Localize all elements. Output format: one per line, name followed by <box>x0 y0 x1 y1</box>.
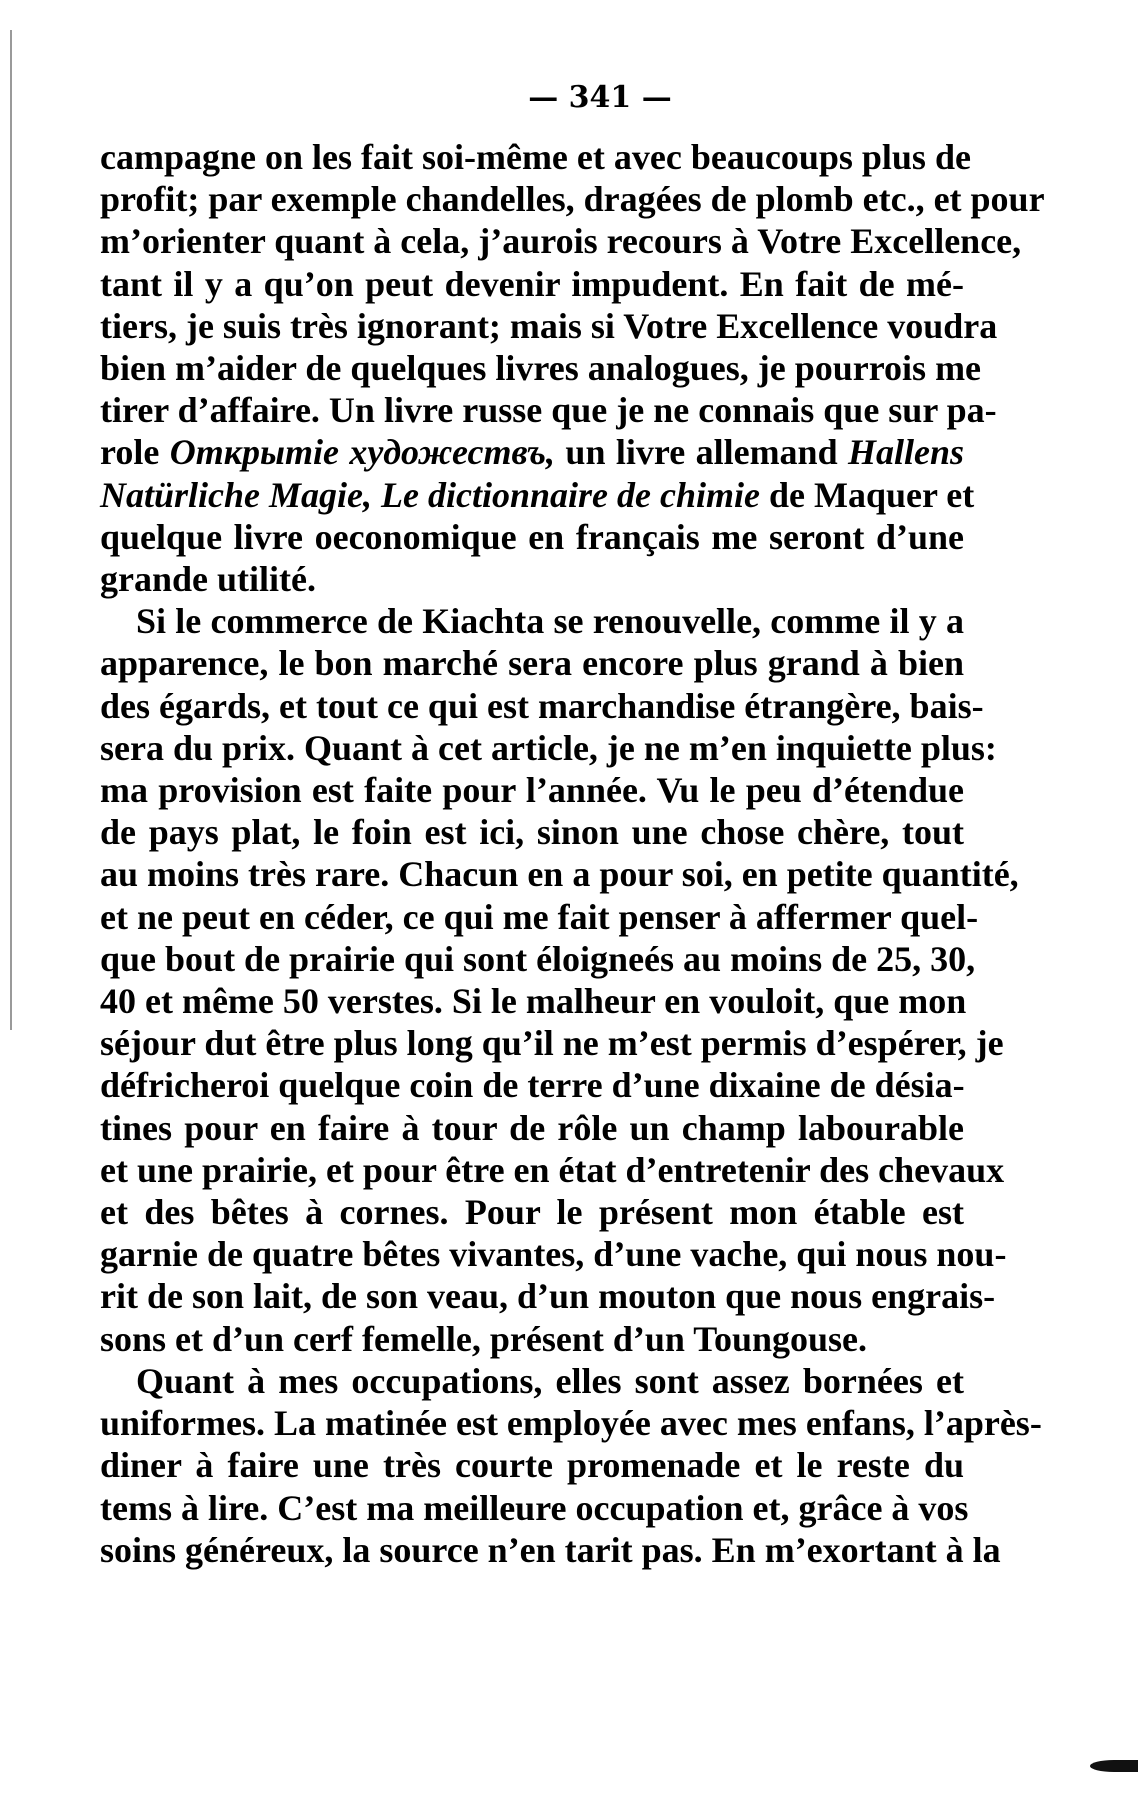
text-run: que bout de prairie qui sont éloigneés au moins de 25, 30, <box>100 938 976 979</box>
text-run: un livre allemand <box>555 432 848 473</box>
italic-title: Natürliche Magie, <box>100 474 373 515</box>
italic-title: Le dictionnaire de chimie <box>381 474 760 515</box>
text-run: Si le commerce de Kiachta se renouvelle, comme il y a <box>136 601 964 642</box>
paragraph <box>100 1360 1042 1571</box>
text-line <box>100 1529 1001 1571</box>
text-run: garnie de quatre bêtes vivantes, d’une vache, qui nous nou- <box>100 1234 1007 1275</box>
text-run: campagne on les fait soi-même et avec beaucoups plus de <box>100 137 971 177</box>
text-line <box>100 474 975 516</box>
text-line <box>100 1022 1004 1064</box>
italic-title: Открытіе художествъ, <box>169 432 556 473</box>
page-number: — 341 — <box>528 80 672 115</box>
text-run: des égards, et tout ce qui est marchandise étrangère, bais- <box>100 685 984 726</box>
text-run: sons et d’un cerf femelle, présent d’un Toungouse. <box>100 1318 868 1359</box>
text-run: au moins très rare. Chacun en a pour soi, en petite quantité, <box>100 854 1019 895</box>
text-run: diner à faire une très courte promenade et le reste du <box>100 1445 964 1486</box>
text-run: Quant à mes occupations, elles sont assez bornées et <box>136 1360 964 1401</box>
text-run: ma provision est faite pour l’année. Vu le peu d’étendue <box>100 770 964 811</box>
text-line <box>100 305 998 347</box>
italic-title: Hallens <box>848 432 965 473</box>
text-line <box>100 980 967 1022</box>
text-run: sera du prix. Quant à cet article, je ne m’en inquiette plus: <box>100 727 997 768</box>
text-line <box>100 1275 996 1317</box>
text-line <box>100 1402 1042 1444</box>
text-run: soins généreux, la source n’en tarit pas. En m’exortant à la <box>100 1529 1001 1570</box>
text-line <box>100 1487 969 1529</box>
text-run: séjour dut être plus long qu’il ne m’est permis d’espérer, je <box>100 1023 1004 1064</box>
text-run: grande utilité. <box>100 559 316 600</box>
text-line <box>100 220 1022 262</box>
text-line <box>100 347 982 389</box>
text-line <box>100 1233 1007 1275</box>
text-run: apparence, le bon marché sera encore plus grand à bien <box>100 643 964 684</box>
text-line <box>100 600 964 642</box>
text-run: uniformes. La matinée est employée avec mes enfans, l’après- <box>100 1403 1042 1444</box>
text-line <box>100 516 964 558</box>
text-line <box>100 896 979 938</box>
text-run: tant il y a qu’on peut devenir impudent. En fait de mé- <box>100 263 964 304</box>
text-run: défricheroi quelque coin de terre d’une dixaine de désia- <box>100 1065 965 1106</box>
text-line <box>100 1107 964 1149</box>
text-run: de pays plat, le foin est ici, sinon une chose chère, tout <box>100 812 964 853</box>
page-edge-line <box>10 30 12 1030</box>
paragraph <box>100 600 1019 1360</box>
text-run: tines pour en faire à tour de rôle un champ labourable <box>100 1107 964 1148</box>
text-line <box>100 1444 964 1486</box>
text-line <box>100 685 984 727</box>
text-run: tiers, je suis très ignorant; mais si Votre Excellence voudra <box>100 305 998 346</box>
text-run: role <box>100 432 170 473</box>
text-run: tems à lire. C’est ma meilleure occupation et, grâce à vos <box>100 1487 969 1528</box>
text-line <box>100 178 1045 220</box>
text-line <box>100 263 964 305</box>
text-line <box>100 1360 964 1402</box>
text-line <box>100 136 971 178</box>
text-run: et des bêtes à cornes. Pour le présent mon étable est <box>100 1192 964 1233</box>
text-run: m’orienter quant à cela, j’aurois recours à Votre Excellence, <box>100 221 1022 262</box>
text-run <box>372 475 381 515</box>
text-line <box>100 769 964 811</box>
text-run: bien m’aider de quelques livres analogues, je pourrois me <box>100 348 982 389</box>
text-line <box>100 642 964 684</box>
paragraph <box>100 136 1045 600</box>
text-run: et une prairie, et pour être en état d’entretenir des chevaux <box>100 1149 1005 1190</box>
text-run: de Maquer et <box>759 474 975 515</box>
text-line <box>100 938 976 980</box>
text-run: quelque livre oeconomique en français me seront d’une <box>100 516 964 557</box>
text-line <box>100 811 964 853</box>
text-line <box>100 853 1019 895</box>
text-run: et ne peut en céder, ce qui me fait penser à affermer quel- <box>100 896 979 937</box>
body-text <box>100 136 1045 1571</box>
text-line <box>100 1191 964 1233</box>
text-line <box>100 727 997 769</box>
scan-mark <box>1090 1760 1138 1772</box>
text-line <box>100 1318 964 1360</box>
text-line <box>100 389 997 431</box>
text-line <box>100 558 964 600</box>
text-run: tirer d’affaire. Un livre russe que je ne connais que sur pa- <box>100 390 997 431</box>
text-line <box>100 431 964 473</box>
text-run: rit de son lait, de son veau, d’un mouton que nous engrais- <box>100 1276 996 1317</box>
text-run: 40 et même 50 verstes. Si le malheur en vouloit, que mon <box>100 981 967 1022</box>
text-line <box>100 1149 1005 1191</box>
text-line <box>100 1064 964 1106</box>
text-run: profit; par exemple chandelles, dragées de plomb etc., et pour <box>100 179 1045 220</box>
